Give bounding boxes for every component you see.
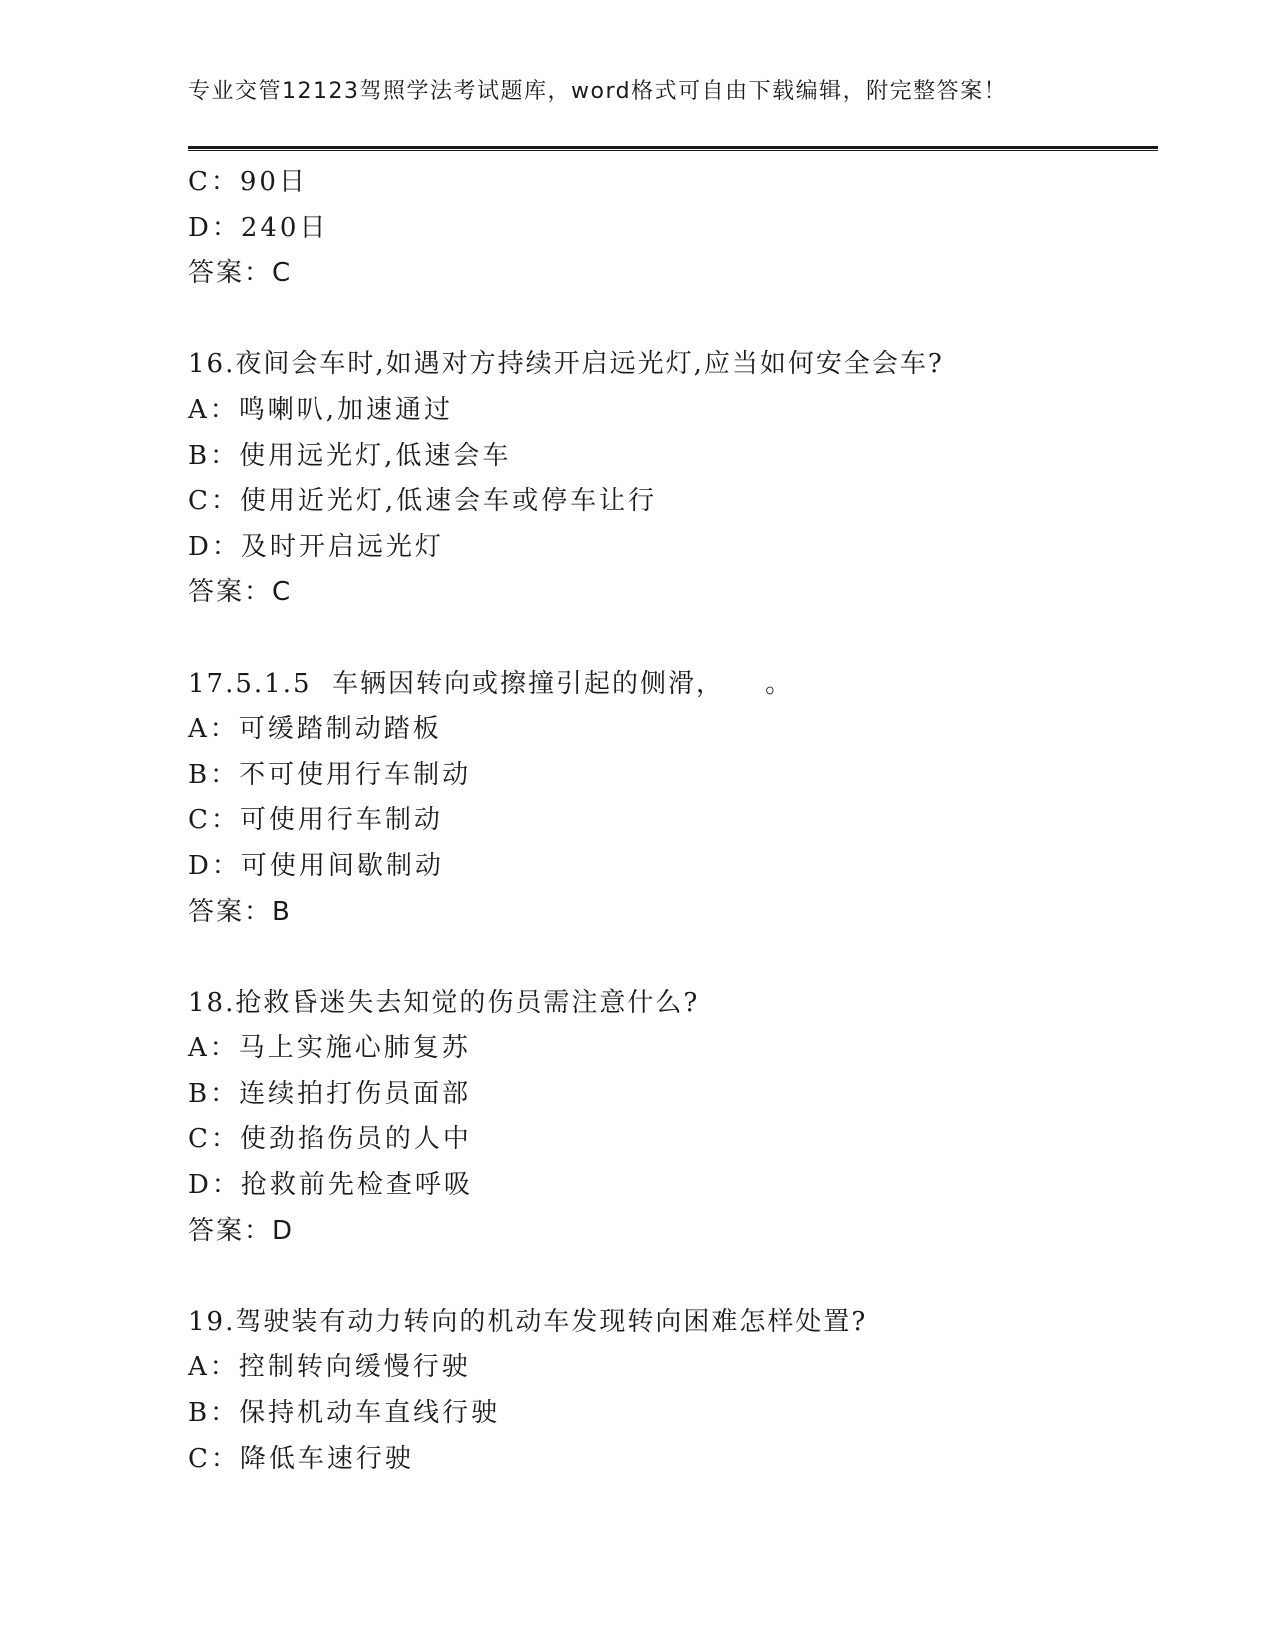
option-line: C：使劲掐伤员的人中 [188,1124,472,1155]
spacer [188,935,1158,981]
option-line: B：使用远光灯,低速会车 [188,440,512,471]
option-line: A：控制转向缓慢行驶 [188,1352,471,1383]
answer-line: 答案：B [188,896,292,927]
option-line: B：连续拍打伤员面部 [188,1078,472,1109]
answer-line: 答案：D [188,1215,295,1246]
option-line: D：可使用间歇制动 [188,850,444,881]
option-line: A：鸣喇叭,加速通过 [188,394,454,425]
header-divider [188,146,1158,151]
answer-line: 答案：C [188,258,293,289]
option-line: C：降低车速行驶 [188,1443,414,1474]
spacer [188,616,1158,662]
option-line: B：不可使用行车制动 [188,759,472,790]
question-stem: 17.5.1.5 车辆因转向或擦撞引起的侧滑， 。 [188,668,794,699]
page-header: 专业交管12123驾照学法考试题库，word格式可自由下载编辑，附完整答案！ [188,79,1008,104]
spacer [188,1254,1158,1300]
option-line: D：240日 [188,212,329,243]
question-stem: 16.夜间会车时,如遇对方持续开启远光灯,应当如何安全会车? [188,349,944,380]
question-list [188,160,1158,1482]
question-stem: 19.驾驶装有动力转向的机动车发现转向困难怎样处置? [188,1306,868,1337]
option-line: B：保持机动车直线行驶 [188,1398,501,1429]
answer-line: 答案：C [188,577,293,608]
option-line: D：抢救前先检查呼吸 [188,1170,473,1201]
option-line: C：90日 [188,167,308,197]
option-line: D：及时开启远光灯 [188,531,444,562]
option-line: C：使用近光灯,低速会车或停车让行 [188,486,658,517]
question-stem: 18.抢救昏迷失去知觉的伤员需注意什么? [188,987,700,1018]
spacer [188,297,1158,343]
option-line: C：可使用行车制动 [188,805,443,836]
option-line: A：可缓踏制动踏板 [188,714,442,745]
option-line: A：马上实施心肺复苏 [188,1033,471,1064]
